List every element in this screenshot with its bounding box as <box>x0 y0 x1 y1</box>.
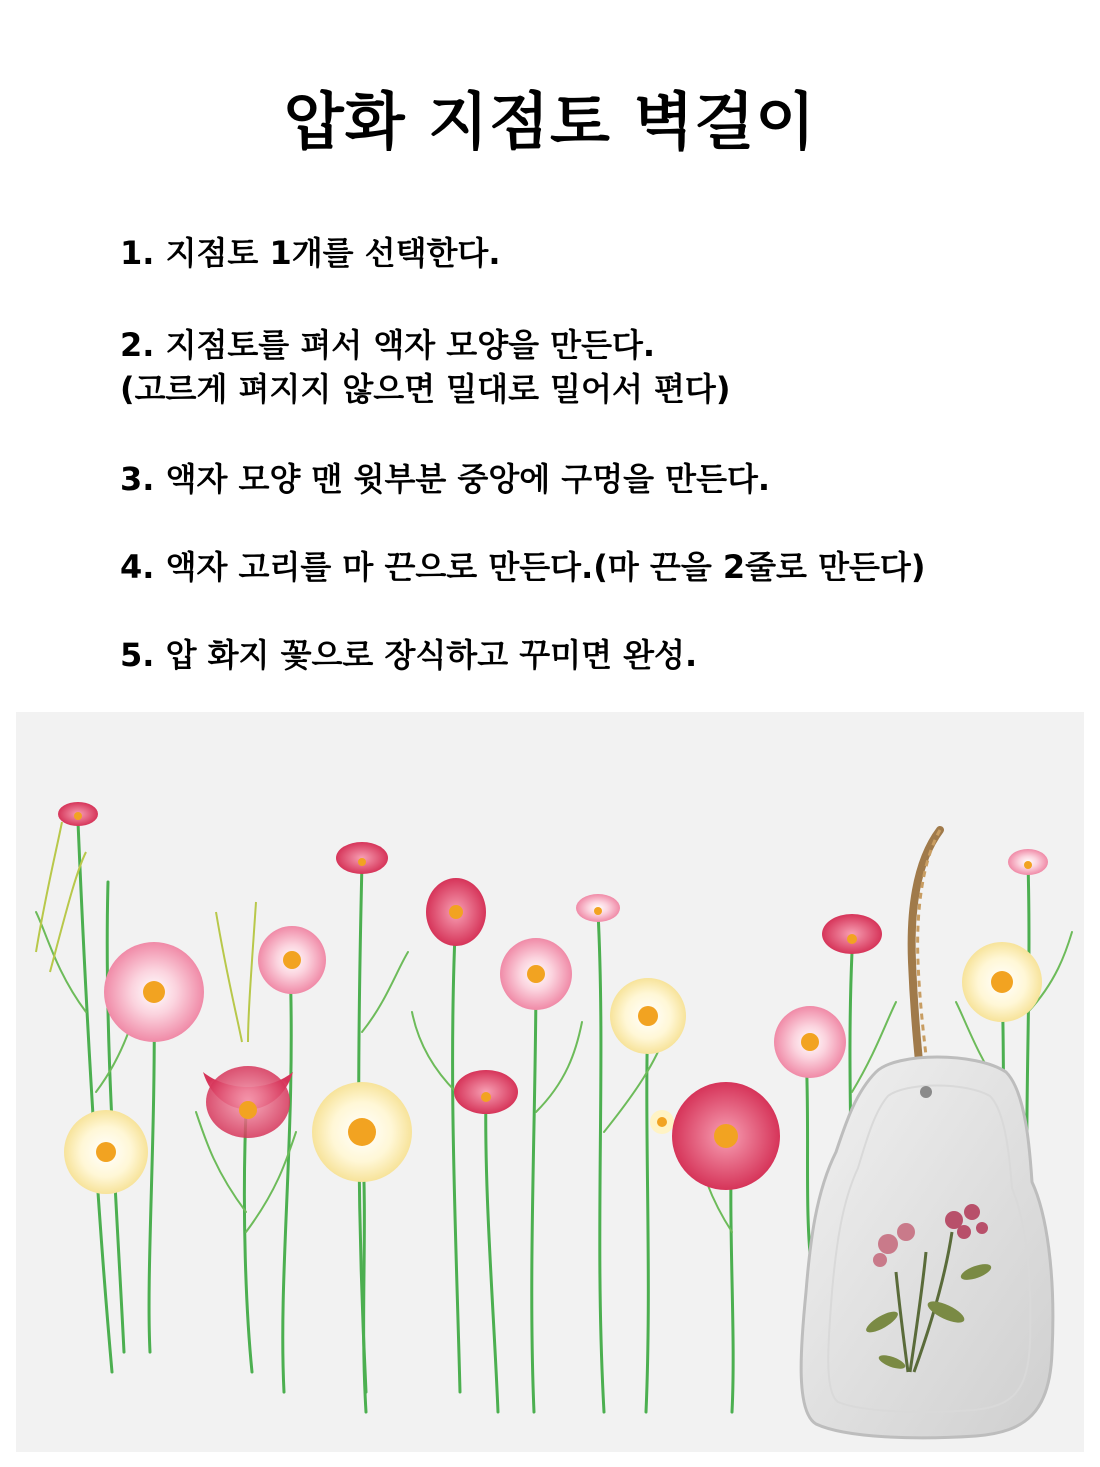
jute-string-icon <box>912 830 940 1092</box>
flower-cream-right <box>610 978 686 1054</box>
step-3: 3. 액자 모양 맨 윗부분 중앙에 구멍을 만든다. <box>120 460 771 498</box>
flower-red-center <box>454 1070 518 1114</box>
step-2: 2. 지점토를 펴서 액자 모양을 만든다. <box>120 326 656 364</box>
flower-red-large <box>672 1082 780 1190</box>
flower-red-top <box>336 842 388 874</box>
clay-plaque-icon <box>801 1057 1053 1438</box>
flower-light-pink-left <box>104 942 204 1042</box>
flower-pink-small-right <box>576 894 620 922</box>
flower-red-cup <box>203 1066 293 1138</box>
flower-light-pink-right <box>774 1006 846 1078</box>
flower-yellow-small <box>650 1110 674 1134</box>
flower-pink-top-center <box>426 878 486 946</box>
step-4: 4. 액자 고리를 마 끈으로 만든다.(마 끈을 2줄로 만든다) <box>120 548 926 586</box>
flower-pink-small <box>58 802 98 826</box>
flower-red-right-top <box>822 914 882 954</box>
flower-cream-center <box>312 1082 412 1182</box>
step-2-note: (고르게 펴지지 않으면 밀대로 밀어서 편다) <box>120 370 731 408</box>
page-title: 압화 지점토 벽걸이 <box>283 85 817 158</box>
flower-light-pink-mid <box>258 926 326 994</box>
flower-illustration <box>16 712 1084 1452</box>
flower-cream-far-right <box>962 942 1042 1022</box>
step-1: 1. 지점토 1개를 선택한다. <box>120 234 501 272</box>
cosmos-flower-field-icon <box>16 712 1084 1452</box>
flower-pink-far-right <box>1008 849 1048 875</box>
step-5: 5. 압 화지 꽃으로 장식하고 꾸미면 완성. <box>120 636 698 674</box>
flower-light-pink-center <box>500 938 572 1010</box>
flower-cream-left <box>64 1110 148 1194</box>
